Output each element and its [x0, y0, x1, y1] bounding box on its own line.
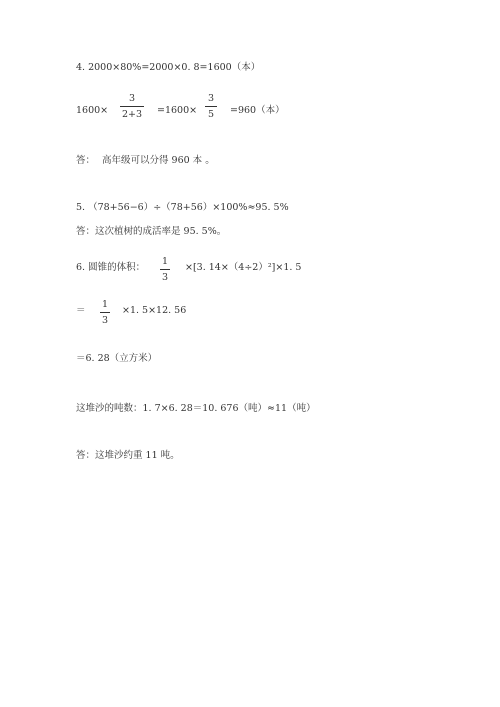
problem5-answer: 答：这次植树的成活率是 95. 5%。: [76, 226, 227, 237]
problem6-line2-prefix: ＝: [76, 305, 86, 316]
problem6-fraction-1: [160, 256, 170, 283]
problem6-line1-suffix: ×[3. 14×（4÷2）²]×1. 5: [185, 262, 302, 273]
fraction-bar: [205, 106, 217, 107]
problem5-line1: 5. （78+56−6）÷（78+56）×100%≈95. 5%: [76, 202, 289, 213]
fraction-denominator: 3: [101, 315, 109, 326]
problem4-line2-suffix: =960（本）: [230, 105, 285, 116]
problem4-line2-mid: =1600×: [157, 105, 198, 116]
fraction-bar: [160, 269, 170, 270]
fraction-bar: [120, 106, 144, 107]
problem6-fraction-2: [100, 299, 110, 326]
fraction-numerator: 3: [207, 93, 215, 104]
problem4-fraction-1: [120, 93, 144, 120]
problem4-answer-text: 高年级可以分得 960 本 。: [102, 155, 215, 166]
problem6-line2-suffix: ×1. 5×12. 56: [122, 305, 187, 316]
fraction-denominator: 2+3: [121, 109, 143, 120]
problem4-answer-label: 答：: [76, 155, 96, 166]
problem4-line2-prefix: 1600×: [76, 105, 109, 116]
problem6-line1-prefix: 6. 圆锥的体积：: [76, 262, 146, 273]
fraction-numerator: 1: [101, 299, 109, 310]
fraction-denominator: 3: [161, 272, 169, 283]
problem6-line4: 这堆沙的吨数：1. 7×6. 28＝10. 676（吨）≈11（吨）: [76, 403, 316, 414]
problem6-answer: 答：这堆沙约重 11 吨。: [76, 450, 180, 461]
problem4-line1: 4. 2000×80%=2000×0. 8=1600（本）: [76, 62, 261, 73]
fraction-numerator: 1: [161, 256, 169, 267]
problem6-line3: ＝6. 28（立方米）: [76, 353, 158, 364]
fraction-bar: [100, 312, 110, 313]
fraction-numerator: 3: [128, 93, 136, 104]
problem4-fraction-2: [205, 93, 217, 120]
fraction-denominator: 5: [207, 109, 215, 120]
